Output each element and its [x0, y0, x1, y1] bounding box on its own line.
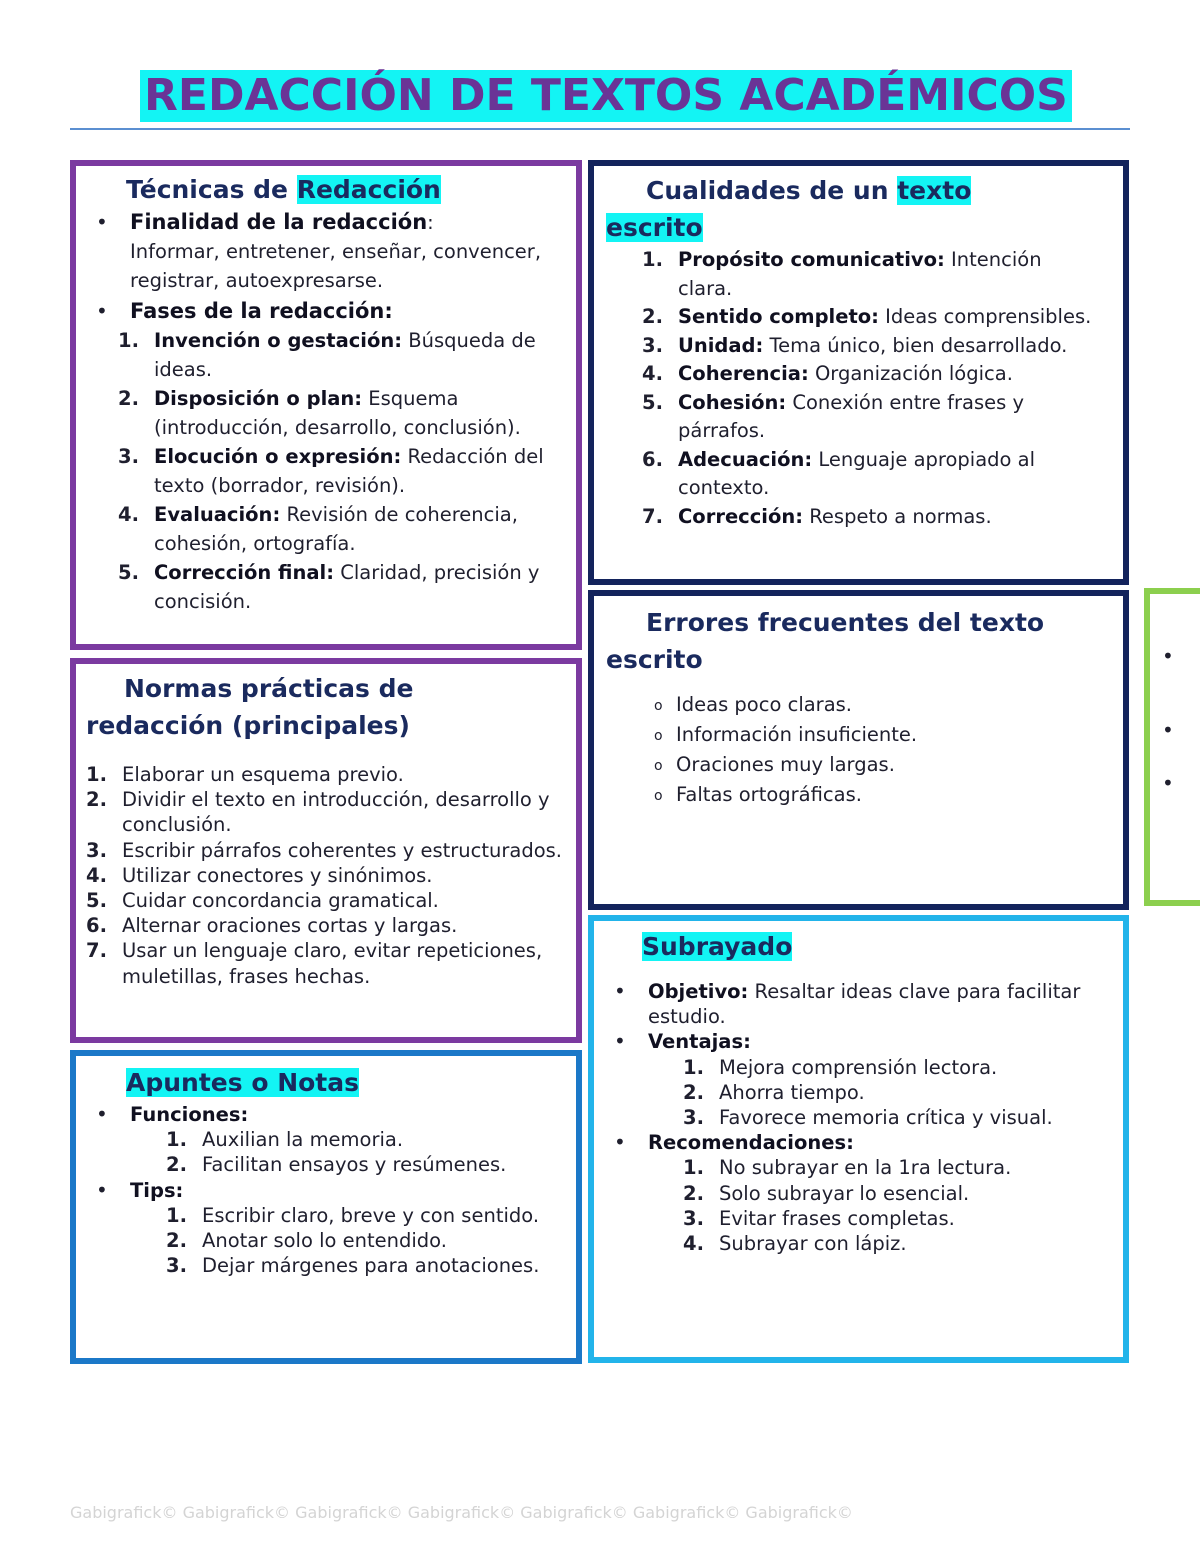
cropped-green-box	[1144, 588, 1200, 906]
page-title: REDACCIÓN DE TEXTOS ACADÉMICOS	[140, 70, 1072, 122]
norma-item: 7. Usar un lenguaje claro, evitar repeticiones, muletillas, frases hechas.	[86, 939, 543, 988]
fase-item: 2. Disposición o plan: Esquema (introducción, desarrollo, conclusión).	[118, 387, 521, 439]
recomendacion-item: 1. No subrayar en la 1ra lectura.	[683, 1156, 1012, 1180]
cualidad-item: 4. Coherencia: Organización lógica.	[642, 362, 1013, 385]
tip-item: 2. Anotar solo lo entendido.	[166, 1229, 447, 1253]
cualidad-item: 3. Unidad: Tema único, bien desarrollado.	[642, 333, 1068, 357]
apuntes-notas-box	[70, 1050, 582, 1364]
funcion-item: 2. Facilitan ensayos y resúmenes.	[166, 1153, 507, 1177]
norma-item: 1. Elaborar un esquema previo.	[86, 763, 404, 786]
finalidad-item: • Finalidad de la redacción: Informar, entretener, enseñar, convencer, registrar, autoexpresarse.	[84, 208, 566, 295]
fases-item: • Fases de la redacción: 1. Invención o gestación: Búsqueda de ideas. 2. Disposición o plan: Esquema (introducción, desarrollo, conclusión). 3. Elocución o expresión: Redacción del texto (borrador, revisión). 4. Evaluación: Revisión de coherencia, cohesión, ortografía. 5. Corrección final: Claridad, precisión y concisión.	[84, 297, 566, 616]
cropped-bullet-2: •	[1162, 718, 1174, 742]
error-item: o Ideas poco claras.	[606, 690, 1103, 720]
cualidad-item: 6. Adecuación: Lenguaje apropiado al contexto.	[642, 447, 1036, 499]
subrayado-box	[588, 915, 1129, 1363]
cualidades-heading: Cualidades de un texto escrito	[606, 176, 972, 242]
title-divider	[70, 128, 1130, 130]
cropped-bullet-3: •	[1162, 771, 1174, 795]
normas-practicas-box	[70, 658, 582, 1043]
ventajas-item: • Ventajas: 1. Mejora comprensión lectora. 2. Ahorra tiempo. 3. Favorece memoria crítica y visual.	[602, 1029, 1113, 1130]
funciones-item: • Funciones: 1. Auxilian la memoria. 2. Facilitan ensayos y resúmenes.	[84, 1102, 566, 1178]
cualidades-texto-box	[588, 160, 1129, 585]
tip-item: 1. Escribir claro, breve y con sentido.	[166, 1203, 540, 1227]
recomendacion-item: 2. Solo subrayar lo esencial.	[683, 1181, 970, 1205]
errores-frecuentes-box	[588, 590, 1129, 910]
error-item: o Faltas ortográficas.	[606, 780, 1103, 810]
cualidad-item: 7. Corrección: Respeto a normas.	[642, 504, 992, 528]
norma-item: 2. Dividir el texto en introducción, desarrollo y conclusión.	[86, 788, 550, 837]
error-item: o Información insuficiente.	[606, 720, 1103, 750]
apuntes-heading: Apuntes o Notas	[126, 1068, 360, 1097]
fase-item: 1. Invención o gestación: Búsqueda de ideas.	[118, 329, 536, 381]
errores-heading: Errores frecuentes del texto escrito	[606, 608, 1045, 674]
norma-item: 3. Escribir párrafos coherentes y estructurados.	[86, 838, 562, 862]
tecnicas-heading: Técnicas de Redacción	[126, 175, 441, 204]
ventaja-item: 1. Mejora comprensión lectora.	[683, 1055, 998, 1079]
fase-item: 5. Corrección final: Claridad, precisión y concisión.	[118, 561, 540, 613]
fase-item: 3. Elocución o expresión: Redacción del texto (borrador, revisión).	[118, 445, 544, 497]
ventaja-item: 3. Favorece memoria crítica y visual.	[683, 1106, 1053, 1130]
tecnicas-redaccion-box	[70, 160, 582, 650]
cualidad-item: 1. Propósito comunicativo: Intención clara.	[642, 248, 1042, 300]
objetivo-item: • Objetivo: Resaltar ideas clave para facilitar estudio.	[602, 979, 1113, 1029]
recomendacion-item: 4. Subrayar con lápiz.	[683, 1232, 907, 1256]
watermark-footer: Gabigrafick© Gabigrafick© Gabigrafick© Gabigrafick© Gabigrafick© Gabigrafick© Gabigrafick©	[70, 1503, 853, 1522]
recomendacion-item: 3. Evitar frases completas.	[683, 1206, 955, 1230]
cropped-bullet-1: •	[1162, 644, 1174, 668]
funcion-item: 1. Auxilian la memoria.	[166, 1128, 404, 1152]
subrayado-heading: Subrayado	[642, 932, 793, 961]
fase-item: 4. Evaluación: Revisión de coherencia, cohesión, ortografía.	[118, 503, 518, 555]
ventaja-item: 2. Ahorra tiempo.	[683, 1080, 865, 1104]
norma-item: 6. Alternar oraciones cortas y largas.	[86, 914, 458, 938]
tip-item: 3. Dejar márgenes para anotaciones.	[166, 1254, 540, 1278]
recomendaciones-item: • Recomendaciones: 1. No subrayar en la 1ra lectura. 2. Solo subrayar lo esencial. 3. Evitar frases completas. 4. Subrayar con lápiz.	[602, 1130, 1113, 1256]
cualidad-item: 5. Cohesión: Conexión entre frases y párrafos.	[642, 390, 1025, 442]
tips-item: • Tips: 1. Escribir claro, breve y con sentido. 2. Anotar solo lo entendido. 3. Dejar márgenes para anotaciones.	[84, 1178, 566, 1279]
norma-item: 4. Utilizar conectores y sinónimos.	[86, 863, 433, 887]
error-item: o Oraciones muy largas.	[606, 750, 1103, 780]
cualidad-item: 2. Sentido completo: Ideas comprensibles.	[642, 305, 1092, 328]
norma-item: 5. Cuidar concordancia gramatical.	[86, 889, 439, 913]
normas-heading: Normas prácticas de redacción (principales)	[86, 674, 414, 740]
